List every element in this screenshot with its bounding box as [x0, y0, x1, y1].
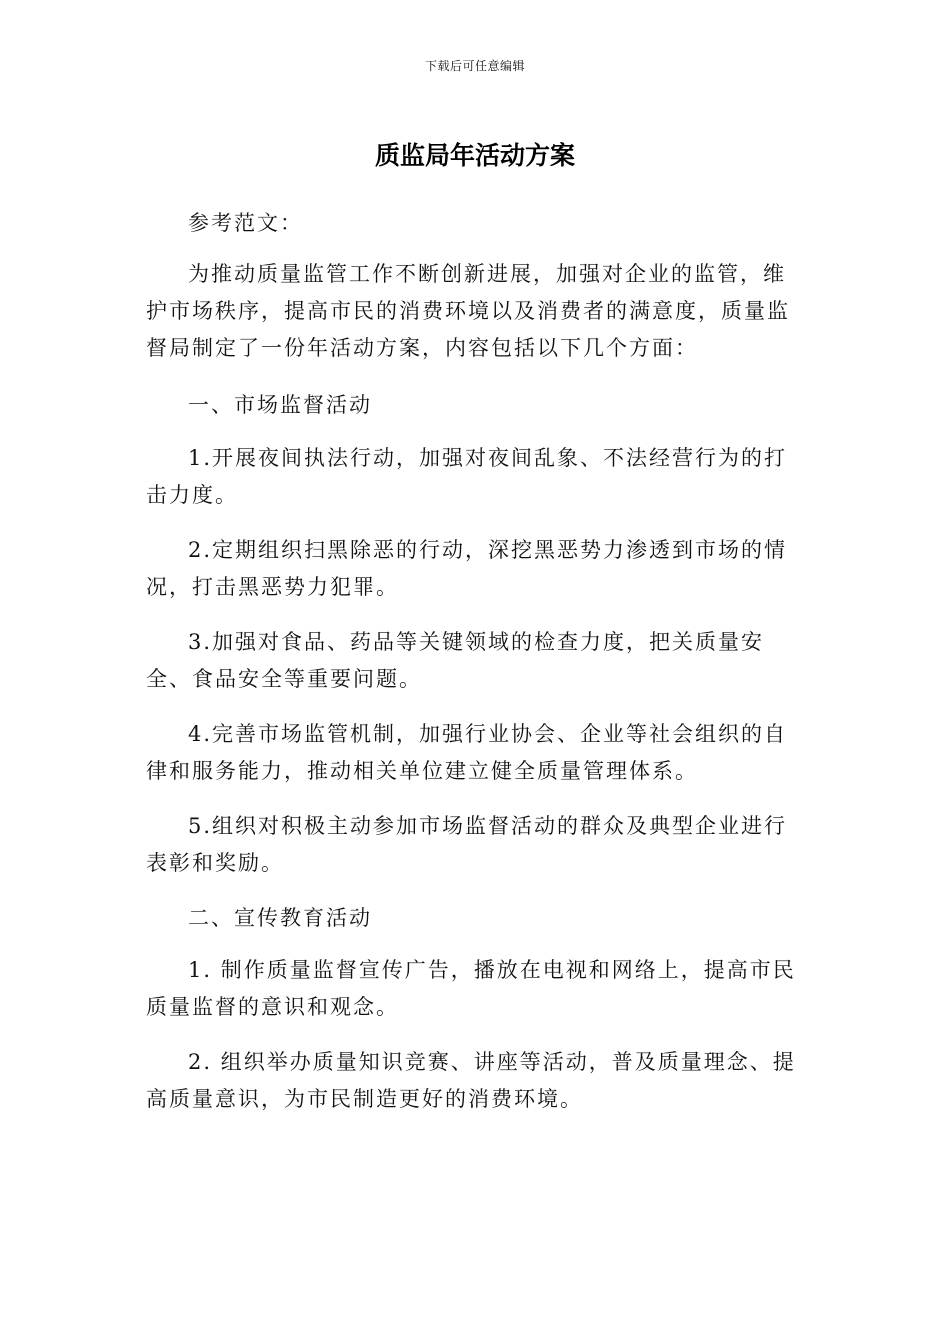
intro-paragraph: [146, 256, 796, 367]
section-1-item-1: [146, 440, 796, 514]
reference-label-text: 参考范文：: [188, 211, 303, 235]
section-2-item-2: [146, 1044, 796, 1118]
list-item: 1. 制作质量监督宣传广告，播放在电视和网络上，提高市民质量监督的意识和观念。: [146, 958, 796, 1019]
header-note: 下载后可任意编辑: [424, 59, 525, 73]
list-item: 5.组织对积极主动参加市场监督活动的群众及典型企业进行表彰和奖励。: [146, 814, 788, 875]
section-1-item-2: [146, 532, 796, 606]
list-item: 2. 组织举办质量知识竞赛、讲座等活动，普及质量理念、提高质量意识，为市民制造更好的消费环境。: [146, 1050, 796, 1111]
section-heading-text: 二、宣传教育活动: [188, 906, 372, 930]
reference-label: [146, 205, 796, 242]
section-heading-2: [146, 900, 796, 937]
list-item: 3.加强对食品、药品等关键领域的检查力度，把关质量安全、食品安全等重要问题。: [146, 630, 765, 691]
section-1-item-4: [146, 716, 796, 790]
section-heading-text: 一、市场监督活动: [188, 393, 372, 417]
document-title: 质监局年活动方案: [374, 141, 575, 170]
section-1-item-3: [146, 624, 796, 698]
section-1-item-5: [146, 808, 796, 882]
list-item: 2.定期组织扫黑除恶的行动，深挖黑恶势力渗透到市场的情况，打击黑恶势力犯罪。: [146, 538, 788, 599]
list-item: 4.完善市场监管机制，加强行业协会、企业等社会组织的自律和服务能力，推动相关单位建立健全质量管理体系。: [146, 722, 788, 783]
section-2-item-1: [146, 952, 796, 1026]
list-item: 1.开展夜间执法行动，加强对夜间乱象、不法经营行为的打击力度。: [146, 446, 788, 507]
section-heading-1: [146, 387, 796, 424]
intro-text: 为推动质量监管工作不断创新进展，加强对企业的监管，维护市场秩序，提高市民的消费环境以及消费者的满意度，质量监督局制定了一份年活动方案，内容包括以下几个方面：: [146, 262, 790, 360]
